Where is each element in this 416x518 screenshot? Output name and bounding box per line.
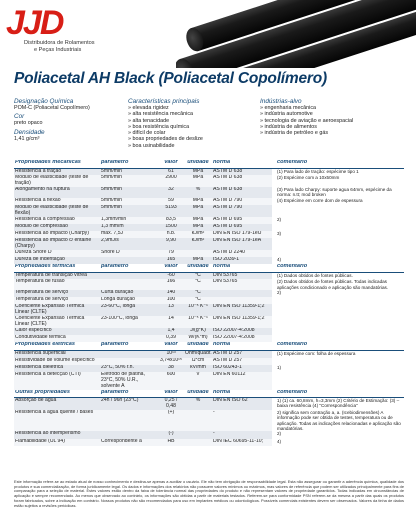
property-value: 32 <box>158 187 184 198</box>
designacao-label: Designação Química <box>14 98 74 105</box>
property-unit <box>184 431 212 438</box>
property-value: 140 <box>158 290 184 297</box>
property-name: Resistência à detecção (CTI) <box>14 372 100 390</box>
property-norm: DIN EN 60112 <box>212 372 272 390</box>
property-parameter <box>100 410 158 432</box>
property-comment: (1) Para lado de tração: espécime tipo 1 <box>276 168 404 175</box>
product-image-black-rods <box>176 0 416 68</box>
section-header-parameter: parâmetro <box>100 390 158 398</box>
property-comment: 2) <box>276 290 404 297</box>
property-parameter: 5mm/min <box>100 175 158 187</box>
property-name: Alongamento na ruptura <box>14 187 100 198</box>
property-comment <box>276 358 404 365</box>
section-header-unit: unidade <box>184 390 212 398</box>
property-value: 600 <box>158 372 184 390</box>
property-name: Resistência a flexão <box>14 198 100 205</box>
property-parameter <box>100 350 158 357</box>
section-header-unit: unidade <box>184 160 212 168</box>
table-row <box>14 250 404 257</box>
section-header-unit: unidade <box>184 342 212 350</box>
property-parameter <box>100 328 158 335</box>
property-parameter: 5mm/min <box>100 198 158 205</box>
property-parameter: max. 7,5J <box>100 231 158 238</box>
property-unit: °C <box>184 279 212 290</box>
property-parameter: 24h / 96h (23°C) <box>100 398 158 410</box>
table-row <box>14 431 404 438</box>
property-norm: ASTM D 790 <box>212 205 272 217</box>
property-unit <box>184 410 212 432</box>
property-unit: °C <box>184 297 212 304</box>
property-value: 1,4 <box>158 328 184 335</box>
property-comment <box>276 297 404 304</box>
property-comment: (1) Dados obtidos de fontes públicas. <box>276 272 404 279</box>
property-norm: ASTM D 638 <box>212 175 272 187</box>
characteristic-item: » boa resistência química <box>128 123 190 130</box>
property-name: Resistência à água quente / bases <box>14 410 100 432</box>
property-unit: °C <box>184 272 212 279</box>
property-value: 165 <box>158 257 184 264</box>
property-comment <box>276 316 404 328</box>
property-comment <box>276 372 404 390</box>
table-row <box>14 238 404 250</box>
property-norm: ASTM D 695 <box>212 217 272 224</box>
logo-tagline-2: e Peças Industriais <box>34 47 82 53</box>
property-parameter: Correspondente a <box>100 439 158 446</box>
property-comment: 4) <box>276 257 404 264</box>
property-unit: kJ/m² <box>184 231 212 238</box>
table-row <box>14 224 404 231</box>
table-row <box>14 168 404 175</box>
section-header-norm: norma <box>212 264 272 272</box>
property-value: 14 <box>158 316 184 328</box>
table-row <box>14 372 404 390</box>
section-header-norm: norma <box>212 390 272 398</box>
section-header-row <box>14 264 404 272</box>
section-header-name: Propriedades térmicas <box>14 264 100 272</box>
table-row <box>14 205 404 217</box>
characteristic-item: » boas propriedades de deslize <box>128 136 203 143</box>
table-row <box>14 439 404 446</box>
property-value: (+) <box>158 410 184 432</box>
property-comment: 3) <box>276 231 404 238</box>
property-name: Temperatura de serviço <box>14 290 100 297</box>
property-name: Módulo de compressão <box>14 224 100 231</box>
property-norm: ASTM D 257 <box>212 358 272 365</box>
section-header-name: Outras propriedades <box>14 390 100 398</box>
table-row <box>14 257 404 264</box>
section-header-value: valor <box>158 390 184 398</box>
property-comment: 2) <box>276 431 404 438</box>
property-value: 3,74x10¹⁵ <box>158 358 184 365</box>
legal-disclaimer: Este informação refere-se ao estado atual de nosso conhecimento e destina-se apenas a auxiliar o usuário. Ele não tem obrigação de responsabilidade legal. Esta não assegurar ou garantir a aderência química, qualidade dos produtos e sua comercialização, de forma juridicamente legal. Os dados e informações dos relatórios não possuem valores mínimos ou máximos, mas valores de referência que podem ser utilizados principalmente para fins de comparação para a seleção de material. Estes valores estão dentro da faixa de tolerância normal das propriedades do produto e não representam valores de propriedade garantidos. Todas indicadas em circunstâncias de aplicação e sempre recomendado. Ao menos que observado ao contrário, os informações são obtidas a partir de materiais testados. Referem-se para conformidade PSN referem-se da mesma a partir das quais os produtos foram fabricados, sobre a indicação em contrário. Nossos produtos não são recomendados para uso em implantes médicos ou odontológicos. Possíveis comerciais existentes devem ser observados. Valores da tinha de dados estão sujeitos a revisões periódicas. <box>14 479 404 508</box>
property-unit: kJ/m² <box>184 238 212 250</box>
industry-item: » indústria automotive <box>260 111 313 118</box>
property-name: Flamabilidade (UL 94) <box>14 439 100 446</box>
property-parameter: 1,3 mm/m <box>100 224 158 231</box>
product-title: Poliacetal AH Black (Poliacetal Copolímero) <box>14 70 327 87</box>
property-comment <box>276 238 404 250</box>
property-norm: ASTM D 2240 <box>212 250 272 257</box>
table-row <box>14 335 404 342</box>
table-row <box>14 198 404 205</box>
property-name: Dureza de indentação <box>14 257 100 264</box>
property-name: Resistência dielétrica <box>14 365 100 372</box>
property-unit: MPa <box>184 168 212 175</box>
property-unit: W/(K*m) <box>184 335 212 342</box>
property-comment <box>276 250 404 257</box>
property-name: Módulo de elasticidade (teste de tração) <box>14 175 100 187</box>
property-norm: ISO 22007-4:2008 <box>212 328 272 335</box>
table-row <box>14 297 404 304</box>
section-header-value: valor <box>158 160 184 168</box>
table-row <box>14 328 404 335</box>
property-norm: DIN EN ISO 179-1eU <box>212 231 272 238</box>
property-comment: (2) Dados obtidos de fontes públicas. Todas indicadas aplicações condicionado e aplicação são mandatórias. <box>276 279 404 290</box>
section-header-row <box>14 342 404 350</box>
section-header-comment: comentário <box>276 342 404 350</box>
table-row <box>14 217 404 224</box>
industry-item: » engenharia mecânica <box>260 105 317 111</box>
industry-item: » indústria de petróleo e gás <box>260 130 329 137</box>
property-norm: ASTM D 638 <box>212 168 272 175</box>
table-row <box>14 175 404 187</box>
property-unit: Ohm/quadr. <box>185 350 212 356</box>
property-unit: V <box>184 372 212 390</box>
section-header-name: Propriedades mecânicas <box>14 160 100 168</box>
property-value: 0,25 / 0,48 <box>158 398 184 410</box>
property-norm: ISO 60243-1 <box>212 365 272 372</box>
table-row <box>14 410 404 432</box>
characteristic-item: » alta resistência mecânica <box>128 111 194 118</box>
property-name: Dureza Shore D <box>14 250 100 257</box>
table-row <box>14 358 404 365</box>
densidade-value: 1,41 g/cm³ <box>14 135 40 142</box>
industry-item: » indústria de alimentos <box>260 123 317 130</box>
info-column-general <box>14 98 124 144</box>
property-name: Coeficiente Expansão Térmica Linear (CLTE) <box>14 304 100 316</box>
property-norm: ISO 22007-4:2008 <box>212 335 272 342</box>
property-norm <box>212 297 272 304</box>
property-value: 166 <box>158 279 184 290</box>
table-row <box>14 231 404 238</box>
property-name: Condutividade térmica <box>14 335 100 342</box>
property-unit: MPa <box>184 217 212 224</box>
property-parameter: 1,3mm/min <box>100 217 158 224</box>
property-norm: ASTM D 257 <box>212 350 272 357</box>
property-name: Resistência ao intemperismo <box>14 431 100 438</box>
property-value: 13 <box>158 304 184 316</box>
property-value: 5193 <box>158 205 184 217</box>
property-comment <box>276 328 404 335</box>
table-row <box>14 365 404 372</box>
properties-table <box>14 160 404 446</box>
property-value: 1500 <box>158 224 184 231</box>
property-parameter <box>100 358 158 365</box>
logo-tagline-1: Distribuidora de Rolamentos <box>24 40 95 46</box>
property-value: -60 <box>158 272 184 279</box>
property-unit <box>184 439 212 446</box>
property-value: 0,39 <box>158 335 184 342</box>
property-value: 83,5 <box>158 217 184 224</box>
property-unit: MPa <box>184 198 212 205</box>
property-norm: ASTM D 638 <box>212 187 272 198</box>
section-header-parameter: parâmetro <box>100 264 158 272</box>
property-comment: (4) Espécime em corre dom de espessura <box>276 198 404 205</box>
property-name: Módulo de elasticidade (teste de flexão) <box>14 205 100 217</box>
table-row <box>14 304 404 316</box>
industry-item: » tecnologia de aviação e aeroespacial <box>260 117 354 124</box>
property-value: 79 <box>158 250 184 257</box>
property-comment <box>276 304 404 316</box>
property-value: 61 <box>158 168 184 175</box>
company-logo <box>4 6 136 64</box>
property-parameter: 23-100°C, longa <box>100 316 158 328</box>
section-header-name: Propriedades elétricas <box>14 342 100 350</box>
property-comment: 4) <box>276 439 404 446</box>
info-column-industries <box>260 98 400 136</box>
property-norm: ISO 2039-1 <box>212 257 272 264</box>
characteristic-item: » difícil de colar <box>128 130 166 137</box>
property-comment: 1) <box>276 365 404 372</box>
property-norm: DIN 53765 <box>212 279 272 290</box>
section-header-value: valor <box>158 342 184 350</box>
industrias-label: Indústrias-alvo <box>260 98 302 105</box>
section-header-norm: norma <box>212 160 272 168</box>
property-name: Temperatura de fusão <box>14 279 100 290</box>
property-comment <box>276 335 404 342</box>
property-unit: MPa <box>184 257 212 264</box>
property-value: 38 <box>158 365 184 372</box>
property-norm: ASTM D 695 <box>212 224 272 231</box>
property-norm: DIN EN ISO 179-1eA <box>212 238 272 250</box>
property-comment <box>276 224 404 231</box>
property-value: (-) <box>158 431 184 438</box>
property-parameter <box>100 335 158 342</box>
property-parameter: 23°C, 50% r.h. <box>100 365 158 372</box>
property-parameter: Eletrodo de platina, 23°C, 50% U.R., solvente A <box>100 372 158 390</box>
property-parameter <box>100 431 158 438</box>
section-header-comment: comentário <box>276 264 404 272</box>
property-unit: % <box>184 187 212 198</box>
table-row <box>14 398 404 410</box>
property-name: Resistência a compressão <box>14 217 100 224</box>
property-parameter: 23-60°C, longa <box>100 304 158 316</box>
property-comment: 2) <box>276 217 404 224</box>
property-unit: °C <box>184 290 212 297</box>
section-header-parameter: parâmetro <box>100 160 158 168</box>
property-unit: J/(g*K) <box>184 328 212 335</box>
table-row <box>14 187 404 198</box>
section-header-value: valor <box>158 264 184 272</box>
property-unit: 10⁻⁵ K⁻¹ <box>184 304 212 316</box>
property-unit <box>184 250 212 257</box>
table-row <box>14 316 404 328</box>
property-comment <box>276 205 404 217</box>
property-name: Coeficiente Expansão Térmica Linear (CLTE) <box>14 316 100 328</box>
property-parameter: 5mm/min <box>100 168 158 175</box>
property-parameter: Shore D <box>100 250 158 257</box>
property-unit: MPa <box>184 224 212 231</box>
property-name: Resistividade de volume específico <box>14 358 100 365</box>
property-norm: DIN IEC 60695-11-10; <box>212 439 272 446</box>
property-parameter <box>100 257 158 264</box>
property-name: Temperatura de serviço <box>14 297 100 304</box>
property-value: 10¹³ <box>158 350 184 357</box>
property-name: Temperatura de transição vítrea <box>14 272 100 279</box>
property-parameter: Longa duração <box>100 297 158 304</box>
property-value: 2900 <box>158 175 184 187</box>
characteristic-item: » elevada rigidez <box>128 105 169 111</box>
property-name: Resistência superficial <box>14 350 100 357</box>
property-value: 59 <box>158 198 184 205</box>
densidade-label: Densidade <box>14 128 45 136</box>
caracteristicas-label: Características principais <box>128 98 200 105</box>
property-norm: DIN EN ISO 62 <box>212 398 272 410</box>
property-parameter: 2,9mJ/s <box>100 238 158 250</box>
section-header-row <box>14 160 404 168</box>
property-norm: DIN EN ISO 11359-1;2 <box>212 304 272 316</box>
section-header-comment: comentário <box>276 160 404 168</box>
property-name: Absorção de água <box>14 398 100 410</box>
property-value: 100 <box>158 297 184 304</box>
property-comment: (2) Espécime com a 10x50mm <box>276 175 404 187</box>
property-value: HB <box>158 439 184 446</box>
characteristic-item: » alta tenacidade <box>128 117 170 124</box>
property-value: 9,90 <box>158 238 184 250</box>
property-unit: % <box>184 398 212 410</box>
property-norm <box>212 290 272 297</box>
section-header-norm: norma <box>212 342 272 350</box>
property-name: Resistência a tração <box>14 168 100 175</box>
property-norm: DIN 53765 <box>212 272 272 279</box>
table-row <box>14 279 404 290</box>
property-norm: ASTM D 790 <box>212 198 272 205</box>
property-unit: 10⁻⁵ K⁻¹ <box>184 316 212 328</box>
property-name: Resistência ao impacto (Charpy) <box>14 231 100 238</box>
property-name: Calor específico <box>14 328 100 335</box>
property-parameter <box>100 279 158 290</box>
section-header-comment: comentário <box>276 390 404 398</box>
section-header-unit: unidade <box>184 264 212 272</box>
property-norm: DIN EN ISO 11359-1;2 <box>212 316 272 328</box>
section-header-row <box>14 390 404 398</box>
property-parameter <box>100 272 158 279</box>
section-header-parameter: parâmetro <box>100 342 158 350</box>
property-unit: Ω*cm <box>184 358 212 365</box>
property-comment: (3) Para lado Charpy: suporte agua 64mm, espécime da norma: n.tt; mod broken <box>276 187 404 198</box>
cor-value: preto opaco <box>14 120 43 127</box>
property-parameter: Curta duração <box>100 290 158 297</box>
property-comment: 2) significa sem contração a, a. (Icebiodimensões) A informação pode ser obtida de testes, temperatura ou de aplicação. Todas as indicações relacionadas e aplicação são mandatórias. <box>276 410 404 432</box>
property-name: Resistência ao impacto c/ entalhe (Charpy) <box>14 238 100 250</box>
logo-letters: JJD <box>6 4 63 42</box>
cor-label: Cor <box>14 113 25 121</box>
info-column-characteristics <box>128 98 248 149</box>
table-row <box>14 290 404 297</box>
table-row <box>14 350 404 357</box>
characteristic-item: » boa usinabilidade <box>128 142 175 149</box>
property-parameter: 5mm/min <box>100 187 158 198</box>
table-row <box>14 272 404 279</box>
property-norm: - <box>212 431 272 438</box>
property-value: n.b. <box>158 231 184 238</box>
property-norm: - <box>212 410 272 432</box>
property-unit: kV/mm <box>184 365 212 372</box>
designacao-value: POM-C (Poliacetal Copolímero) <box>14 105 90 111</box>
property-comment: (1) Espécime com: folha de espessura <box>276 350 404 357</box>
property-unit: MPa <box>184 205 212 217</box>
property-parameter: 5mm/min <box>100 205 158 217</box>
property-unit: MPa <box>184 175 212 187</box>
property-comment: 1) (1) ca. 60,8mm, h=3,3mm (2) Critério de Estimação: (3) – baixa resistência (4) "Correspondência" <box>276 398 404 410</box>
